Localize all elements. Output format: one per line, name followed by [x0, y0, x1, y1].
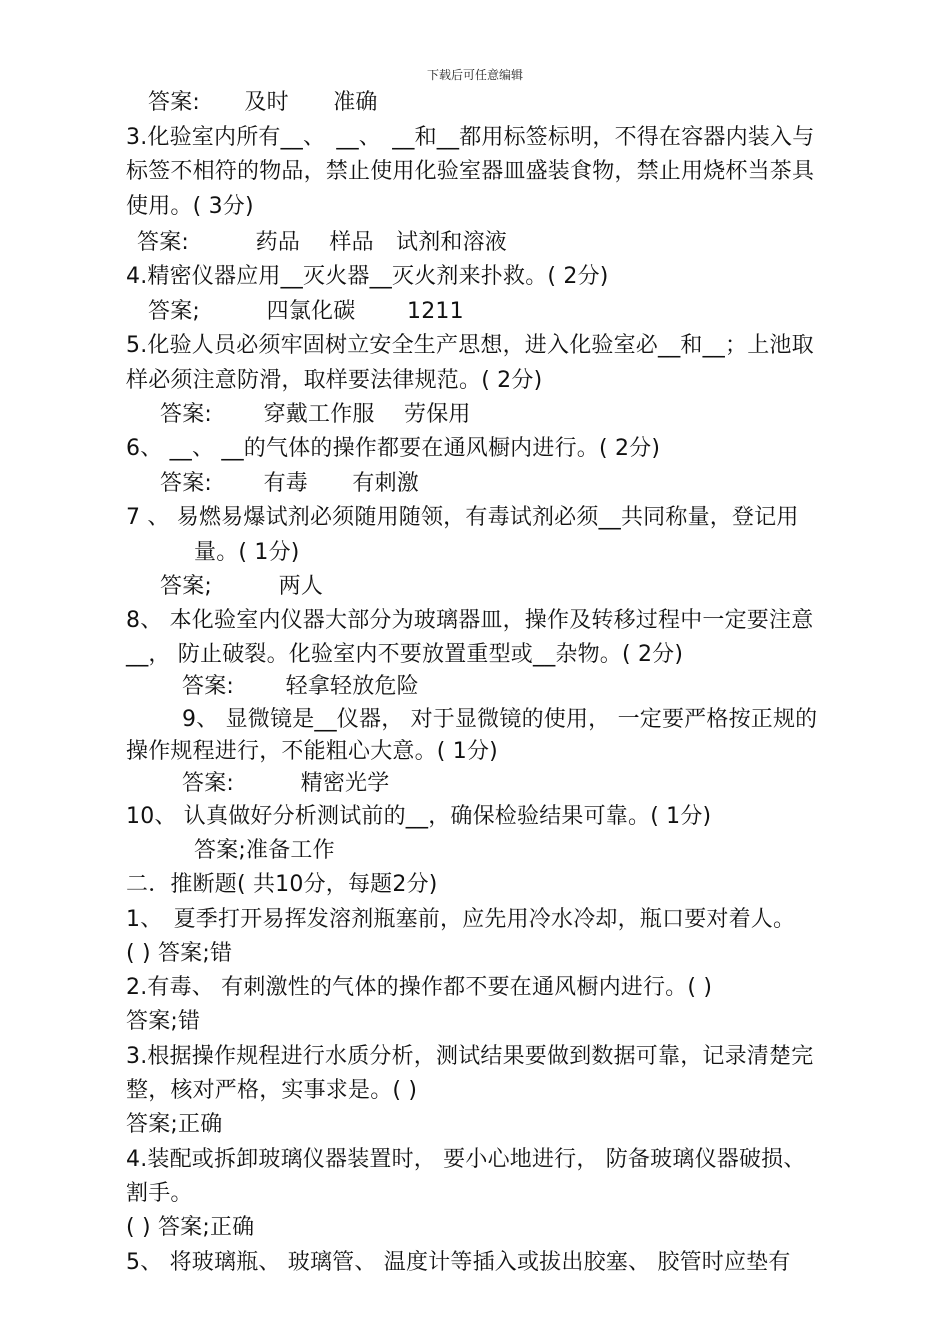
text-line: 8、 本化验室内仪器大部分为玻璃器皿，操作及转移过程中一定要注意: [126, 608, 814, 633]
text-line: 6、 __、 __的气体的操作都要在通风橱内进行。( 2分): [126, 436, 661, 461]
text-line: 1、 夏季打开易挥发溶剂瓶塞前，应先用冷水冷却，瓶口要对着人。: [126, 907, 796, 932]
text-line: ( ) 答案;错: [126, 941, 233, 966]
text-line: 3.根据操作规程进行水质分析，测试结果要做到数据可靠，记录清楚完: [126, 1044, 814, 1069]
text-line: 答案;错: [126, 1009, 201, 1034]
text-line: 整，核对严格，实事求是。( ): [126, 1078, 418, 1103]
text-line: 答案; 两人: [160, 574, 324, 599]
text-line: 答案; 四氯化碳 1211: [148, 299, 464, 324]
text-line: 9、 显微镜是__仪器， 对于显微镜的使用， 一定要严格按正规的: [182, 707, 818, 732]
text-line: 5、 将玻璃瓶、 玻璃管、 温度计等插入或拔出胶塞、 胶管时应垫有: [126, 1250, 791, 1275]
text-line: 5.化验人员必须牢固树立安全生产思想，进入化验室必__和__；上池取: [126, 333, 814, 358]
text-line: 操作规程进行，不能粗心大意。( 1分): [126, 739, 498, 764]
text-line: 答案: 有毒 有刺激: [160, 471, 420, 496]
text-line: 割手。: [126, 1181, 193, 1206]
text-line: 答案;准备工作: [194, 838, 335, 863]
text-line: 答案: 药品 样品 试剂和溶液: [137, 230, 508, 255]
text-line: __， 防止破裂。化验室内不要放置重型或__杂物。( 2分): [126, 642, 684, 667]
text-line: ( ) 答案;正确: [126, 1215, 255, 1240]
text-line: 4.装配或拆卸玻璃仪器装置时， 要小心地进行， 防备玻璃仪器破损、: [126, 1147, 806, 1172]
text-line: 标签不相符的物品，禁止使用化验室器皿盛装食物，禁止用烧杯当茶具: [126, 159, 815, 184]
text-line: 答案: 轻拿轻放危险: [182, 674, 419, 699]
text-line: 答案: 穿戴工作服 劳保用: [160, 402, 471, 427]
text-line: 样必须注意防滑，取样要法律规范。( 2分): [126, 368, 543, 393]
text-line: 答案: 精密光学: [182, 771, 390, 796]
text-line: 答案: 及时 准确: [148, 90, 378, 115]
text-line: 7 、 易燃易爆试剂必须随用随领，有毒试剂必须__共同称量，登记用: [126, 505, 799, 530]
text-line: 4.精密仪器应用__灭火器__灭火剂来扑救。( 2分): [126, 264, 609, 289]
page-header: 下载后可任意编辑: [426, 68, 523, 82]
text-line: 答案;正确: [126, 1112, 223, 1137]
text-line: 使用。( 3分): [126, 194, 254, 219]
text-line: 3.化验室内所有__、 __、 __和__都用标签标明，不得在容器内装入与: [126, 125, 815, 150]
text-line: 量。( 1分): [194, 540, 300, 565]
text-line: 10、 认真做好分析测试前的__，确保检验结果可靠。( 1分): [126, 804, 712, 829]
text-line: 二．推断题( 共10分，每题2分): [126, 872, 438, 897]
text-line: 2.有毒、 有刺激性的气体的操作都不要在通风橱内进行。( ): [126, 975, 713, 1000]
